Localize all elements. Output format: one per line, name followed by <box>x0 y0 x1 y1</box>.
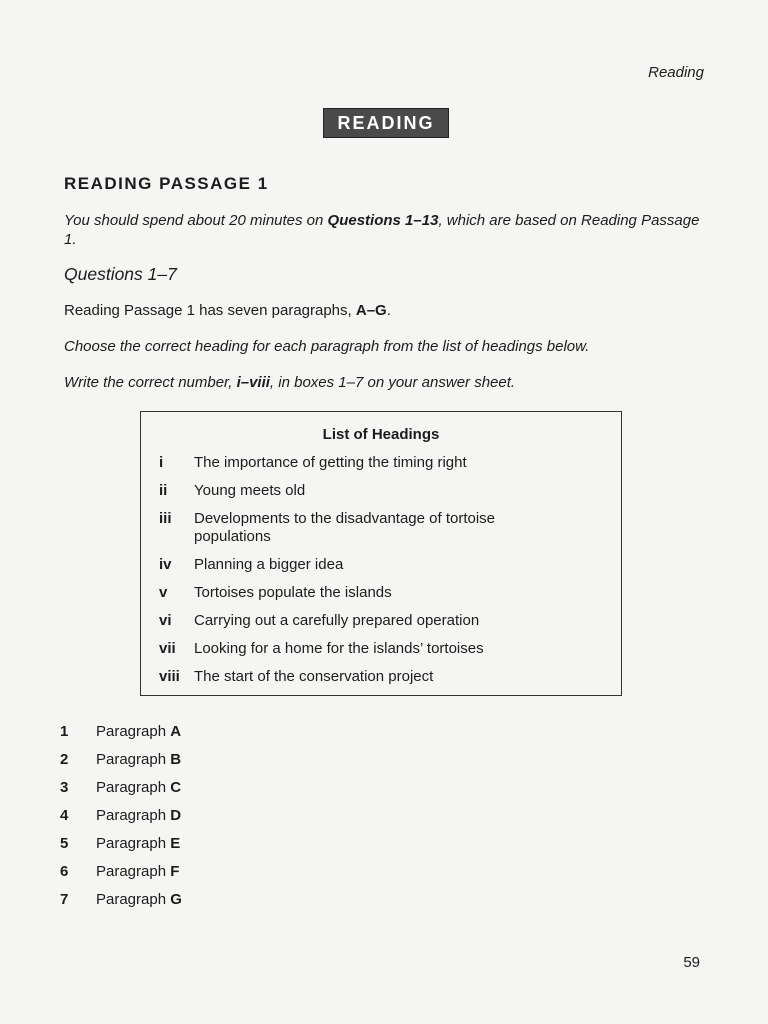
write-line-bold: i–viii <box>236 374 270 391</box>
question-label-text: Paragraph <box>96 751 167 768</box>
heading-number: viii <box>159 668 180 685</box>
choose-instruction: Choose the correct heading for each paragraph from the list of headings below. <box>64 338 590 355</box>
question-letter: A <box>170 723 182 740</box>
question-number: 1 <box>60 723 69 740</box>
question-number: 2 <box>60 751 69 768</box>
heading-text: The importance of getting the timing right <box>194 454 467 471</box>
question-number: 6 <box>60 863 69 880</box>
question-label-text: Paragraph <box>96 779 167 796</box>
question-label <box>96 751 181 768</box>
write-line-post: , in boxes 1–7 on your answer sheet. <box>269 374 516 391</box>
heading-number: vi <box>159 612 172 629</box>
section-banner: READING <box>323 108 449 138</box>
heading-text: Planning a bigger idea <box>194 556 344 573</box>
heading-text: Developments to the disadvantage of tortoise populations <box>194 510 496 545</box>
questions-heading: Questions 1–7 <box>64 264 177 284</box>
heading-text: Tortoises populate the islands <box>194 584 392 601</box>
write-line-pre: Write the correct number, <box>64 374 237 391</box>
question-label <box>96 891 182 908</box>
question-letter: B <box>170 751 182 768</box>
paragraphs-line-bold: A–G <box>355 302 387 319</box>
question-label-text: Paragraph <box>96 891 167 908</box>
question-letter: F <box>170 863 180 880</box>
question-letter: D <box>170 807 182 824</box>
instructions-pre: You should spend about 20 minutes on <box>64 212 328 229</box>
heading-text: The start of the conservation project <box>194 668 434 685</box>
heading-number: i <box>159 454 164 471</box>
heading-text: Young meets old <box>194 482 306 499</box>
headings-box <box>140 411 622 696</box>
paragraphs-line-pre: Reading Passage 1 has seven paragraphs, <box>64 302 356 319</box>
question-label <box>96 863 179 880</box>
headings-box-title: List of Headings <box>322 426 440 443</box>
question-label-text: Paragraph <box>96 723 167 740</box>
instructions-bold: Questions 1–13 <box>327 212 439 229</box>
heading-text: Carrying out a carefully prepared operation <box>194 612 480 629</box>
question-label <box>96 835 180 852</box>
write-instruction <box>64 374 515 391</box>
question-number: 4 <box>60 807 69 824</box>
time-instructions <box>64 211 704 249</box>
question-letter: E <box>170 835 181 852</box>
passage-title: READING PASSAGE 1 <box>64 174 269 193</box>
heading-number: ii <box>159 482 168 499</box>
paragraphs-line <box>64 302 391 319</box>
heading-number: vii <box>159 640 176 657</box>
question-letter: C <box>170 779 182 796</box>
question-label-text: Paragraph <box>96 807 167 824</box>
question-label-text: Paragraph <box>96 863 167 880</box>
question-label-text: Paragraph <box>96 835 167 852</box>
heading-text: Looking for a home for the islands’ tortoises <box>194 640 484 657</box>
instructions-post: , which are based on Reading Passage 1. <box>64 212 700 248</box>
question-number: 7 <box>60 891 69 908</box>
question-letter: G <box>170 891 182 908</box>
heading-number: iv <box>159 556 172 573</box>
question-label <box>96 723 181 740</box>
question-number: 5 <box>60 835 69 852</box>
paragraphs-line-post: . <box>386 302 391 319</box>
running-head: Reading <box>648 64 704 81</box>
heading-number: v <box>159 584 168 601</box>
question-label <box>96 779 181 796</box>
heading-number: iii <box>159 510 172 527</box>
question-number: 3 <box>60 779 69 796</box>
question-label <box>96 807 181 824</box>
page-number: 59 <box>683 954 700 971</box>
